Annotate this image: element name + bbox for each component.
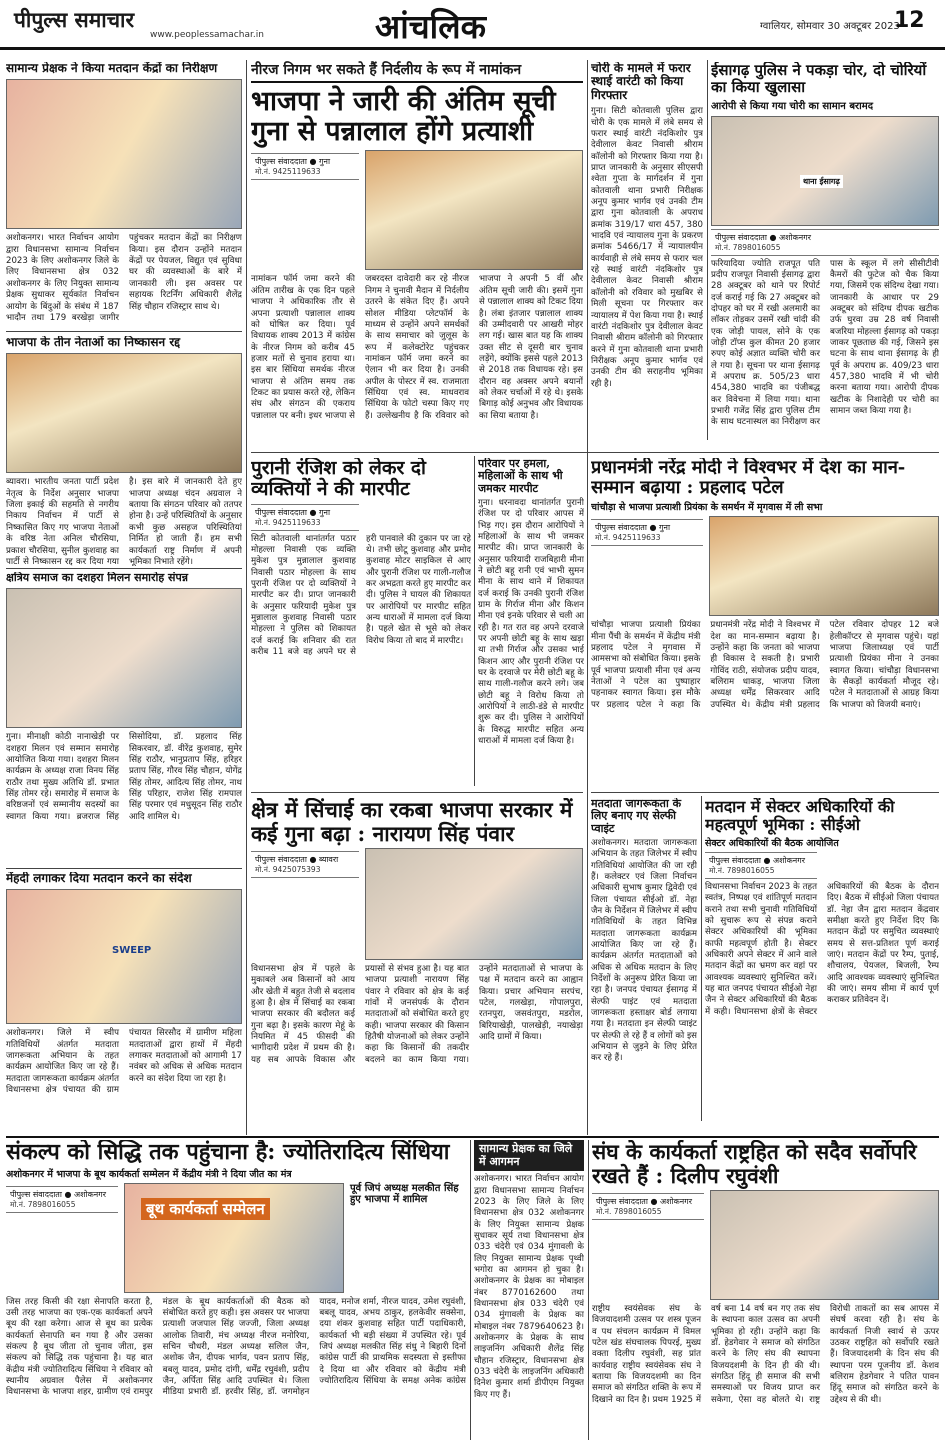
article-headline: सामान्य प्रेक्षक ने किया मतदान केंद्रों का निरीक्षण <box>6 62 218 75</box>
article-byline <box>591 519 703 546</box>
article-body: सिटी कोतवाली थानांतर्गत पठार मोहल्ला निवासी एक व्यक्ति मुकेश पुत्र मुन्नालाल कुशवाह निवासी पठार मोहल्ला के साथ पुरानी रंजिश पर दो व्यक्तियों ने मारपीट कर दी। प्राप्त जानकारी के अनुसार फरियादी मुकेश पुत्र मुन्नालाल कुशवाह निवासी पठार मोहल्ला ने पुलिस को शिकायत दर्ज कराई कि शनिवार की रात करीब 11 बजे वह अपने घर से हरी पानवाले की दुकान पर जा रहे थे। तभी छोटू कुशवाह और प्रमोद कुशवाह मोटर साइकिल से आए और पुरानी रंजिश पर गाली-गलौज कर अभद्रता करते हुए मारपीट कर दी। पुलिस ने घायल की शिकायत पर आरोपियों पर मारपीट सहित अन्य धाराओं में मामला दर्ज किया है। पहले खेत से भूसे को लेकर विरोध किया तो बाद में मारपीट। <box>251 533 471 657</box>
article-byline <box>705 852 817 879</box>
article-body: विधानसभा निर्वाचन 2023 के तहत स्वतंत्र, निष्पक्ष एवं शांतिपूर्ण मतदान कराने तथा सभी चुनावी गतिविधियों को सुचारू रूप से संपन्न कराने सेक्टर अधिकारियों की भूमिका काफी महत्वपूर्ण होती है। सेक्टर अधिकारी अपने सेक्टर में आने वाले मतदान केंद्रों का भ्रमण कर वहां पर आवश्यक व्यवस्थाएं सुनिश्चित करें। यह बात जनपद पंचायत सीईओ नेहा जैन ने सेक्टर अधिकारियों की बैठक में कही। विधानसभा क्षेत्रों के सेक्टर अधिकारियों की बैठक के दौरान दिए। बैठक में सीईओ जिला पंचायत डॉ. नेहा जैन द्वारा मतदान केंद्रवार समीक्षा करते हुए निर्देश दिए कि मतदान केंद्रों पर समुचित व्यवस्थाएं समय से सत्त-प्रतिशत पूर्ण कराई जाएं। मतदान केंद्रों पर रैम्प, पुताई, शौचालय, पेयजल, बिजली, रैम्प आदि आवश्यक व्यवस्थाएं सुनिश्चित की जाएं। समय सीमा में कार्य पूर्ण कराकर प्रतिवेदन दें। <box>705 881 939 1017</box>
byline-text: पीपुल्स संवाददाता ● ब्यावरा <box>255 855 339 865</box>
dateline: ग्वालियर, सोमवार 30 अक्टूबर 2023 <box>760 21 900 32</box>
article-byline <box>251 851 359 878</box>
byline-mobile: मो.नं. 7898016055 <box>596 1207 662 1217</box>
byline-text: पीपुल्स संवाददाता ● अशोकनगर <box>596 1197 692 1207</box>
article-observer-inspection <box>6 62 242 374</box>
article-headline: प्रधानमंत्री नरेंद्र मोदी ने विश्वभर में देश का मान-सम्मान बढ़ाया : प्रहलाद पटेल <box>591 458 906 499</box>
article-byline <box>6 1186 118 1213</box>
byline-text: पीपुल्स संवाददाता ● अशोकनगर <box>709 855 805 865</box>
article-headline: मतदान में सेक्टर अधिकारियों की महत्वपूर्ण भूमिका : सीईओ <box>705 798 895 834</box>
article-theft-arrest <box>591 62 703 432</box>
sammelan-banner-text: बूथ कार्यकर्ता सम्मेलन <box>141 1198 270 1220</box>
article-body: गुना। सिटी कोतवाली पुलिस द्वारा चोरी के एक मामले में लंबे समय से फरार स्थाई वारंटी नंदकिशोर पुत्र देवीलाल केवट निवासी श्रीराम कॉलोनी को गिरफ्तार किया गया है। प्राप्त जानकारी के अनुसार सीएसपी श्वेता गुप्ता के मार्गदर्शन में गुना कोतवाली थाना प्रभारी निरीक्षक अनूप कुमार भार्गव एवं उनकी टीम द्वारा गुना कोतवाली के अपराध क्रमांक 319/17 धारा 457, 380 भादवि एवं न्यायालय गुना के प्रकरण क्रमांक 5466/17 में न्यायालयीन कार्यवाही से लंबे समय से फरार चल रहे स्थाई वारंटी नंदकिशोर पुत्र देवीलाल केवट निवासी श्रीराम कॉलोनी को रविवार को मुखबिर से मिली सूचना पर गिरफ्तार कर न्यायालय में पेश किया गया है। स्थाई वारंटी नंदकिशोर पुत्र देवीलाल केवट निवासी श्रीराम कॉलोनी को गिरफ्तार करने में गुना कोतवाली थाना प्रभारी निरीक्षक अनूप कुमार भार्गव एवं उनकी टीम की सराहनीय भूमिका रही है। <box>591 106 703 389</box>
article-photo <box>6 79 242 229</box>
article-photo <box>124 1183 344 1293</box>
byline-mobile: मो.नं. 7898016055 <box>10 1199 76 1209</box>
article-photo <box>6 353 242 473</box>
article-mehndi-voting <box>6 872 242 1130</box>
article-headline: मेंहदी लगाकर दिया मतदान करने का संदेश <box>6 872 192 885</box>
byline-mobile: मो.नं. 9425119633 <box>255 167 321 177</box>
article-subhead: सेक्टर अधिकारियों की बैठक आयोजित <box>705 837 839 849</box>
byline-mobile: मो.नं. 9425119633 <box>255 517 321 527</box>
article-body: चांचौड़ा भाजपा प्रत्याशी प्रियंका मीना पैंची के समर्थन में केंद्रीय मंत्री प्रहलाद पटेल ने मृगवास में आमसभा को संबोधित किया। इसके पूर्व भाजपा प्रत्याशी मीना एवं अन्य नेताओं ने पटेल का पुष्पाहार पहनाकर स्वागत किया। इस मौके पर प्रहलाद पटेल ने कहा कि प्रधानमंत्री नरेंद्र मोदी ने विश्वभर में देश का मान-सम्मान बढ़ाया है। उन्होंने कहा कि जनता को भाजपा ही विकास दे सकती है। प्रभारी गोविंद राठी, संयोजक प्रदीप यादव, बलिराम धाकड़, भाजपा जिला अध्यक्ष धर्मेंद्र सिकरवार आदि उपस्थित थे। केंद्रीय मंत्री प्रहलाद पटेल रविवार दोपहर 12 बजे हेलीकॉप्टर से मृगवास पहुंचे। यहां भाजपा जिलाध्यक्ष एवं पार्टी प्रत्याशी प्रियंका मीना ने उनका स्वागत किया। चांचौड़ा विधानसभा के सैकड़ों कार्यकर्ता मौजूद रहे। पटेल ने मतदाताओं से आग्रह किया कि भाजपा को विजयी बनाएं। <box>591 620 939 710</box>
article-voter-selfie-point <box>591 798 697 1118</box>
article-family-attack <box>478 458 584 788</box>
section-title: आंचलिक <box>375 7 486 46</box>
article-body: गुना। धरनावदा थानांतर्गत पुरानी रंजिश पर दो परिवार आपस में भिड़ गए। इस दौरान आरोपियों ने महिलाओं के साथ भी जमकर मारपीट की। प्राप्त जानकारी के अनुसार फरियादी राजबिहारी मीना ने छोटी बहू रानी एवं भाभी सुमन मीना के साथ थाने में शिकायत दर्ज कराई कि उनकी पुरानी रंजिश ग्राम के गिर्राज मीना और किशन मीना एवं इनके परिवार से चली आ रही है। गत रात वह अपने दरवाजे पर अपनी छोटी बहू के साथ खड़ा था तभी गिर्राज और उसका भाई किशन आए और पुरानी रंजिश पर घर के दरवाजे पर मेरी छोटी बहू के साथ गाली-गलौज करने लगे। जब छोटी बहू ने विरोध किया तो आरोपियों ने लाठी-डंडे से मारपीट शुरू कर दी। पुलिस ने आरोपियों के विरुद्ध मारपीट सहित अन्य धाराओं में मामला दर्ज किया है। <box>478 497 584 747</box>
byline-mobile: मो.नं. 7898016055 <box>709 865 775 875</box>
article-photo <box>709 516 939 616</box>
sweep-banner-text: SWEEP <box>112 945 152 957</box>
article-photo <box>365 848 583 960</box>
article-headline: मतदाता जागरूकता के लिए बनाए गए सेल्फी प्वाइंट <box>591 798 682 835</box>
article-bjp-final-list <box>251 60 583 448</box>
byline-text: पीपुल्स संवाददाता ● अशोकनगर <box>715 232 811 242</box>
article-headline: ईसागढ़ पुलिस ने पकड़ा चोर, दो चोरियों का किया खुलासा <box>711 62 927 96</box>
article-byline <box>251 504 359 531</box>
article-kicker: नीरज निगम भर सकते हैं निर्दलीय के रूप में नामांकन <box>251 60 583 83</box>
side-headline: पूर्व जिपं अध्यक्ष मलकीत सिंह हुए भाजपा में शामिल <box>350 1182 459 1205</box>
article-body: गुना। मीनाक्षी कोठी नानाखेड़ी पर दशहरा मिलन एवं सम्मान समारोह आयोजित किया गया। दशहरा मिलन कार्यक्रम के अध्यक्ष राजा विनय सिंह राठौर तथा मुख्य अतिथि डॉ. प्रभात सिंह तोमर रहे। समारोह में समाज के वरिष्ठजनों एवं सम्मानीय सदस्यों का स्वागत किया गया। ब्रजराज सिंह सिसोदिया, डॉ. प्रहलाद सिंह सिकरवार, डॉ. वीरेंद्र कुशवाह, सुमेर सिंह राठौर, भानुप्रताप सिंह, हरिहर प्रताप सिंह, गौरव सिंह चौहान, योगेंद्र सिंह तोमर, आदित्य सिंह तोमर, नाथ सिंह परिहार, राजेश सिंह रामपाल सिंह परमार एवं मधुसूदन सिंह राठौर आदि शामिल थे। <box>6 732 242 822</box>
article-headline: चोरी के मामले में फरार स्थाई वारंटी को किया गिरफ्तार <box>591 62 691 102</box>
article-sangh-karyakarta <box>592 1140 939 1440</box>
article-headline: परिवार पर हमला, महिलाओं के साथ भी जमकर मारपीट <box>478 458 563 495</box>
article-bjp-expel <box>6 336 242 566</box>
article-headline: भाजपा ने जारी की अंतिम सूची गुना से पन्नालाल होंगे प्रत्याशी <box>251 86 556 148</box>
article-old-rivalry-assault <box>251 458 471 788</box>
article-body: अशोकनगर। भारत निर्वाचन आयोग द्वारा विधानसभा सामान्य निर्वाचन 2023 के लिए अशोकनगर जिले के लिए विधानसभा क्षेत्र 032 अशोकनगर के लिए नियुक्त सामान्य प्रेक्षक सुधाकर सूर्यकांत निर्वाचन आयोग के बिंदुओं के संबंध में 187 भादौन तथा 179 बरखेड़ा जागीर पहुंचकर मतदान केंद्रों का निरीक्षण किया। इस दौरान उन्होंने मतदान केंद्रों पर पेयजल, विद्युत एवं सुविधा घर की व्यवस्थाओं के बारे में जानकारी ली। इस अवसर पर सहायक रिटर्निंग अधिकारी शैलेंद्र सिंह चौहान रजिस्ट्रार साथ थे। <box>6 233 242 323</box>
article-subhead: चांचौड़ा से भाजपा प्रत्याशी प्रियंका के समर्थन में मृगवास में ली सभा <box>591 502 823 514</box>
byline-text: पीपुल्स संवाददाता ● गुना <box>255 157 331 167</box>
article-headline: पुरानी रंजिश को लेकर दो व्यक्तियों ने की मारपीट <box>251 458 426 501</box>
police-station-sign: थाना ईसागढ़ <box>800 175 843 188</box>
website-url[interactable]: www.peoplessamachar.in <box>150 30 264 40</box>
article-body: अशोकनगर। जिले में स्वीप गतिविधियों अंतर्गत मतदाता जागरूकता अभियान के तहत कार्यक्रम आयोजित किए जा रहे हैं। मतदाता जागरूकता कार्यक्रम अंतर्गत विधानसभा क्षेत्र पंचायत की ग्राम पंचायत सिरसौद में ग्रामीण महिला मतदाताओं द्वारा हाथों में मेंहदी लगाकर मतदाताओं को आगामी 17 नवंबर को अधिक से अधिक मतदान करने का संदेश दिया जा रहा है। <box>6 1028 242 1096</box>
article-photo <box>6 588 242 728</box>
newspaper-brand: पीपुल्स समाचार <box>14 7 135 32</box>
article-photo <box>365 150 583 270</box>
article-body: अशोकनगर। भारत निर्वाचन आयोग द्वारा विधानसभा सामान्य निर्वाचन 2023 के लिए जिले के लिए विधानसभा क्षेत्र 032 अशोकनगर के लिए नियुक्त सामान्य प्रेक्षक सुधाकर सूर्य तथा विधानसभा क्षेत्र 033 चंदेरी एवं 034 मुंगावली के लिए नियुक्त सामान्य प्रेक्षक पृथ्वी भगोरा का आगमन हो चुका है। अशोकनगर के प्रेक्षक का मोबाइल नंबर 8770162600 तथा विधानसभा क्षेत्र 033 चंदेरी एवं 034 मुंगावली के प्रेक्षक का मोबाइल नंबर 7879640623 है। अशोकनगर के प्रेक्षक के साथ लाइजनिंग अधिकारी शैलेंद्र सिंह चौहान रजिस्ट्रार, विधानसभा क्षेत्र 033 चंदेरी के लाइजनिंग अधिकारी दिनेश कुमार शर्मा डीपीएम नियुक्त किए गए हैं। <box>474 1174 584 1400</box>
byline-mobile: मो.नं. 9425075393 <box>255 865 321 875</box>
article-subhead: अशोकनगर में भाजपा के बूथ कार्यकर्ता सम्मेलन में केंद्रीय मंत्री ने दिया जीत का मंत्र <box>6 1168 292 1180</box>
page-number: 12 <box>894 8 925 33</box>
article-isagarh-police <box>711 62 939 432</box>
article-headline: संकल्प को सिद्धि तक पहुंचाना है: ज्योतिरादित्य सिंधिया <box>6 1140 450 1165</box>
article-photo <box>6 889 242 1024</box>
article-headline: क्षत्रिय समाज का दशहरा मिलन समारोह संपन्न <box>6 572 188 584</box>
byline-text: पीपुल्स संवाददाता ● अशोकनगर <box>10 1189 106 1199</box>
article-body: राष्ट्रीय स्वयंसेवक संघ के विजयादशमी उत्सव पर शस्त्र पूजन व पथ संचलन कार्यक्रम में विमल पटेल खंड संघचालक पिपरई, मुख्य वक्ता दिलीप रघुवंशी, सह प्रांत कार्यवाह राष्ट्रीय स्वयंसेवक संघ ने बताया कि विजयदशमी का दिन समाज को संगठित शक्ति के रूप में दिखाने का दिन है। प्रथम 1925 में वर्ष बना 14 वर्ष बन गए तक संघ के स्थापना काल उत्सव का अपनी भूमिका हो रही। उन्होंने कहा कि डॉ. हेडगेवार ने समाज को संगठित करने के लिए संघ की स्थापना विजयदशमी के दिन ही की थी। संगठित हिंदू ही समाज की सभी समस्याओं पर विजय प्राप्त कर सकेगा, ऐसा वह बोलते थे। राष्ट्र विरोधी ताकतों का सब आपस में संघर्ष करवा रही है। संघ के कार्यकर्ता निजी स्वार्थ से ऊपर उठकर राष्ट्रहित को सर्वोपरि रखते हैं। विजयादशमी के दिन संघ की स्थापना परम पूजनीय डॉ. केशव बलिराम हेडगेवार ने पतित पावन हिंदू समाज को संगठित करने के उद्देश्य से की थी। <box>592 1304 939 1405</box>
article-sector-officers <box>705 798 939 1118</box>
byline-mobile: मो.नं. 9425119633 <box>595 533 661 543</box>
article-byline <box>592 1193 704 1220</box>
byline-mobile: मो.नं. 7898016055 <box>715 242 781 252</box>
article-headline: भाजपा के तीन नेताओं का निष्कासन रद्द <box>6 336 181 349</box>
article-byline <box>711 229 939 256</box>
article-headline: क्षेत्र में सिंचाई का रकबा भाजपा सरकार में कई गुना बढ़ा : नारायण सिंह पंवार <box>251 798 573 846</box>
article-pm-modi-patel <box>591 458 939 788</box>
byline-text: पीपुल्स संवाददाता ● गुना <box>595 523 671 533</box>
article-subhead: आरोपी से किया गया चोरी का सामान बरामद <box>711 100 874 112</box>
article-photo <box>711 116 939 226</box>
article-body: फरियादिया ज्योति राजपूत पति प्रदीप राजपूत निवासी ईसागढ़ द्वारा 28 अक्टूबर को थाने पर रिपोर्ट दर्ज कराई गई कि 27 अक्टूबर को दोपहर को घर में रखी अलमारी का लॉकर तोड़कर उसमें रखी चांदी की एक जोड़ी पायल, सोने के एक जोड़ी टॉप्स कुल कीमत 20 हजार रुपए कोई अज्ञात व्यक्ति चोरी कर ले गया है। सूचना पर थाना ईसागढ़ में अपराध क्र. 505/23 धारा 454,380 भादवि का पंजीबद्ध कर विवेचना में लिया गया। थाना प्रभारी गजेंद्र सिंह द्वारा पुलिस टीम के साथ घटनास्थल का निरीक्षण कर पास के स्कूल में लगे सीसीटीवी कैमरों की फुटेज को चैक किया गया, जिसमें एक संदिग्ध देखा गया। जानकारी के आधार पर 29 अक्टूबर को संदिग्ध दीपक खटीक उर्फ घुरवा उम्र 28 वर्ष निवासी बजरिया मोहल्ला ईसागढ़ को पकड़ा जाकर पूछताछ की गई, जिसने इस घटना के साथ थाना ईसागढ़ के ही पूर्व के अपराध क्र. 409/23 धारा 457,380 भादवि में भी चोरी करना बताया गया। आरोपी दीपक खटीक के निशादेही पर चोरी का सामान जब्त किया गया है। <box>711 258 939 428</box>
article-body: विधानसभा क्षेत्र में पहले के मुकाबले अब किसानों को आय और खेती में बहुत तेजी से बदलाव हुआ है। क्षेत्र में सिंचाई का रकबा भाजपा सरकार की बदौलत कई गुना बढ़ा है। इसके कारण मेहूं के नियमित में 45 फीसदी की भागीदारी प्रदेश में प्रथम की है। यह सब आपके विकास और प्रयासों से संभव हुआ है। यह बात भाजपा प्रत्याशी नारायण सिंह पंवार ने रविवार को क्षेत्र के कई गांवों में जनसंपर्क के दौरान मतदाताओं को संबोधित करते हुए कही। भाजपा सरकार की किसान हितैषी योजनाओं को लेकर उन्होंने कहा कि किसानों की तकदीर बदलने का काम किया गया। उन्होंने मतदाताओं से भाजपा के पक्ष में मतदान करने का आह्वान किया। प्रचार अभियान सरपंच, पटेल, गलखेड़ा, गोपालपुरा, रतनपुरा, जसवंतपुरा, मडरोल, बिरियाखेड़ी, पालखेड़ी, नयाखेड़ा आदि ग्रामों में किया। <box>251 964 583 1065</box>
article-irrigation-expanded <box>251 798 583 1118</box>
article-headline: सामान्य प्रेक्षक का जिले में आगमन <box>474 1140 584 1171</box>
article-general-observer <box>474 1140 584 1440</box>
article-body: नामांकन फॉर्म जमा करने की अंतिम तारीख के एक दिन पहले भाजपा ने अधिकारिक तौर से अपना प्रत्याशी पन्नालाल शाक्य को घोषित कर दिया। पूर्व विधायक शाक्य 2013 में कांग्रेस के नीरज निगम को करीब 45 हजार मतों से चुनाव हराया था। इस बार सिंधिया समर्थक नीरज भाजपा से अंतिम समय तक टिकट का प्रयास करते रहे, लेकिन संघ और संगठन की एकराय पन्नालाल पर बनी। इधर भाजपा से जबरदस्त दावेदारी कर रहे नीरज निगम ने चुनावी मैदान में निर्दलीय उतरने के संकेत दिए हैं। अपने सोशल मीडिया प्लेटफॉर्म के माध्यम से उन्होंने अपने समर्थकों के साथ समाचार को जुलूस के रूप में कलेक्टोरेट पहुंचकर नामांकन फॉर्म जमा करने का ऐलान भी कर दिया है। उनकी अपील के पोस्टर में स्व. राजमाता सिंधिया एवं स्व. माधवराव सिंधिया के फोटो चस्पा किए गए हैं। उल्लेखनीय है कि रविवार को भाजपा ने अपनी 5 वीं और अंतिम सूची जारी की। इसमें गुना से पन्नालाल शाक्य को टिकट दिया है। लंबा इंतजार पन्नालाल शाक्य की उम्मीदवारी पर आखरी मोहर लग गई। खास बात यह कि शाक्य उक्त सीट से दूसरी बार चुनाव लड़ेंगे, क्योंकि इससे पहले 2013 से 2018 तक विधायक रहे। इस दौरान वह अक्सर अपने बयानों को लेकर चर्चाओं में रहे थे। इसके बिगाड़ कोई अनुभव और विधायक का सिया बताया है। <box>251 274 583 421</box>
article-body: जिस तरह किसी की रक्षा सेनापति करता है, उसी तरह भाजपा का एक-एक कार्यकर्ता अपने बूथ की रक्षा करेगा। आज से बूथ का प्रत्येक कार्यकर्ता सेनापति बन गया है और उसका संकल्प है बूथ जीता तो चुनाव जीता, इस संकल्प को सिद्धि तक पहुंचाना है। यह बात केंद्रीय मंत्री ज्योतिरादित्य सिंधिया ने रविवार को स्थानीय अग्रवाल पैलेस में अशोकनगर विधानसभा के भाजपा शहर, ग्रामीण एवं रामपुर मंडल के बूथ कार्यकर्ताओं की बैठक को संबोधित करते हुए कही। इस अवसर पर भाजपा प्रत्याशी जजपाल सिंह जज्जी, जिला अध्यक्ष आलोक तिवारी, मंच अध्यक्ष नीरज मनोरिया, सचिन चौधरी, मंडल अध्यक्ष सलिल जैन, अशोक जैन, दीपक भार्गव, पवन प्रताप सिंह, बबलू यादव, प्रमोद दांगी, धर्मेंद्र रघुवंशी, प्रदीप जैन, अर्पिता सिंह आदि उपस्थित थे। जिला मीडिया प्रभारी डॉ. हरवीर सिंह, डॉ. जगमोहन यादव, मनोज शर्मा, नीरज यादव, उमेश रघुवंशी, बबलू यादव, अभय ठाकुर, हलकेवीर सक्सेना, दया शंकर कुशवाह सहित पार्टी पदाधिकारी, कार्यकर्ता भी बड़ी संख्या में उपस्थित रहे। पूर्व जिपं अध्यक्ष मलकीत सिंह संधु ने बिहारी दिनों कांग्रेस पार्टी की प्राथमिक सदस्यता से इस्तीफा दे दिया था और रविवार को केंद्रीय मंत्री ज्योतिरादित्य सिंधिया के समक्ष अनेक कांग्रेस <box>6 1296 466 1398</box>
article-body: अशोकनगर। मतदाता जागरूकता अभियान के तहत जिलेभर में स्वीप गतिविधियां आयोजित की जा रही हैं। कलेक्टर एवं जिला निर्वाचन अधिकारी सुभाष कुमार द्विवेदी एवं जिला पंचायत सीईओ डॉ. नेहा जैन के निर्देशन में जिलेभर में स्वीप गतिविधियों के तहत विभिन्न मतदाता जागरूकता कार्यक्रम आयोजित किए जा रहे हैं। कार्यक्रम अंतर्गत मतदाताओं को अधिक से अधिक मतदान के लिए निर्देशों के अनुरूप प्रेरित किया जा रहा है। जनपद पंचायत ईसागढ़ में सेल्फी पाइंट एवं मतदाता जागरूकता हस्ताक्षर बोर्ड लगाया गया है। मतदाता इन सेल्फी प्वाइंट पर सेल्फी ले रहे हैं व लोगों को इस अभियान से जुड़ने के लिए प्रेरित कर रहे हैं। <box>591 837 697 1064</box>
article-kshatriya-samaj <box>6 572 242 866</box>
article-photo <box>710 1190 939 1300</box>
article-body: ब्यावरा। भारतीय जनता पार्टी प्रदेश नेतृत्व के निर्देश अनुसार भाजपा जिला इकाई की सहमति से नगरीय निकाय निर्वाचन में पार्टी से निष्कासित किए गए भाजपा नेताओं के वरिष्ठ नेता अनिल चौरसिया, प्रकाश चौरसिया, सुनील कुशवाह का पार्टी से निष्कासन रद्द कर दिया गया है। इस बारे में जानकारी देते हुए भाजपा अध्यक्ष चंदन अग्रवाल ने बताया कि संगठन परिवार को ततपर होना है। उन्हें परिस्थितियों के अनुसार कभी कुछ असहज परिस्थितियां निर्मित हो जाती हैं। हम सभी कार्यकर्ता राष्ट्र निर्माण में अपनी भूमिका निभाते रहेंगे। <box>6 477 242 566</box>
article-headline: संघ के कार्यकर्ता राष्ट्रहित को सदैव सर्वोपरि रखते हैं : दिलीप रघुवंशी <box>592 1140 917 1188</box>
article-byline <box>251 153 359 180</box>
masthead <box>0 0 945 50</box>
article-sankalp-siddhi <box>6 1140 466 1440</box>
byline-text: पीपुल्स संवाददाता ● गुना <box>255 507 331 517</box>
